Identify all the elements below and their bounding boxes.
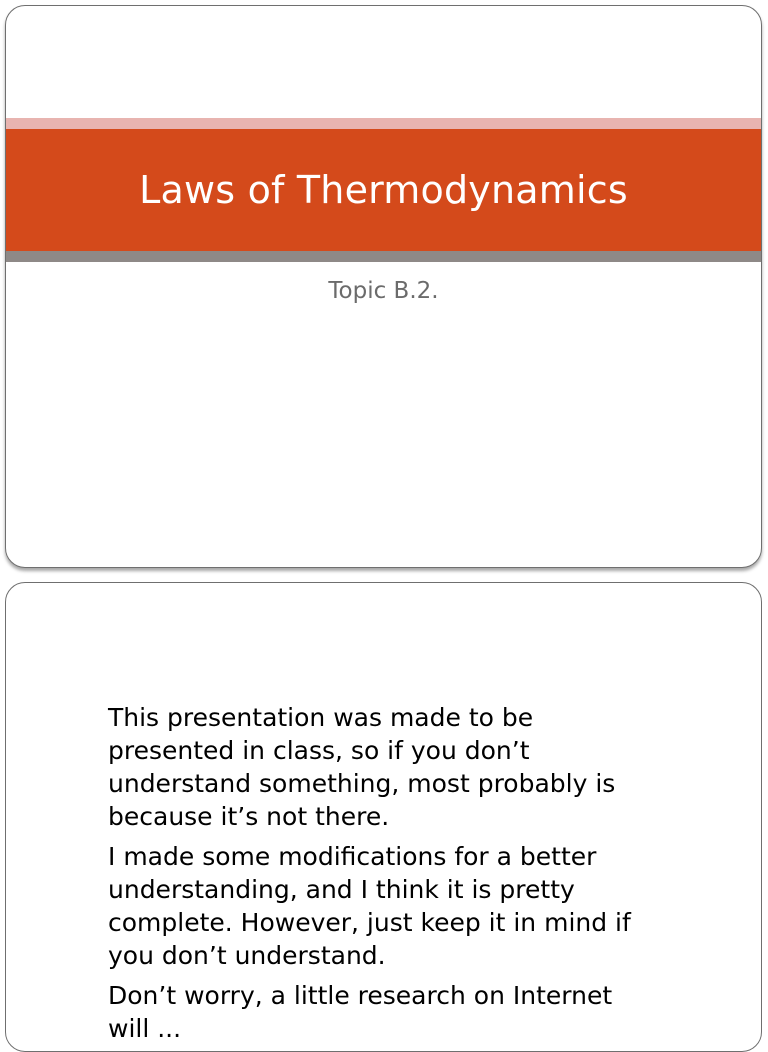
title-band [6, 129, 761, 251]
paragraph: This presentation was made to be presented in class, so if you don’t understand something, most probably is because it’s not there. [108, 703, 616, 831]
paragraph: I made some modifications for a better understanding, and I think it is pretty complete. However, just keep it in mind if you don’t understand. [108, 842, 631, 970]
paragraph: Don’t worry, a little research on Internet will ... [108, 981, 613, 1043]
title-band-top-stripe [6, 118, 761, 129]
slide-2-notes [5, 582, 762, 1052]
slide-subtitle: Topic B.2. [328, 278, 439, 304]
slide-title: Laws of Thermodynamics [139, 168, 628, 212]
title-band-bottom-stripe [6, 251, 761, 262]
slide-1-title [5, 5, 762, 568]
slide-body [108, 701, 718, 1052]
